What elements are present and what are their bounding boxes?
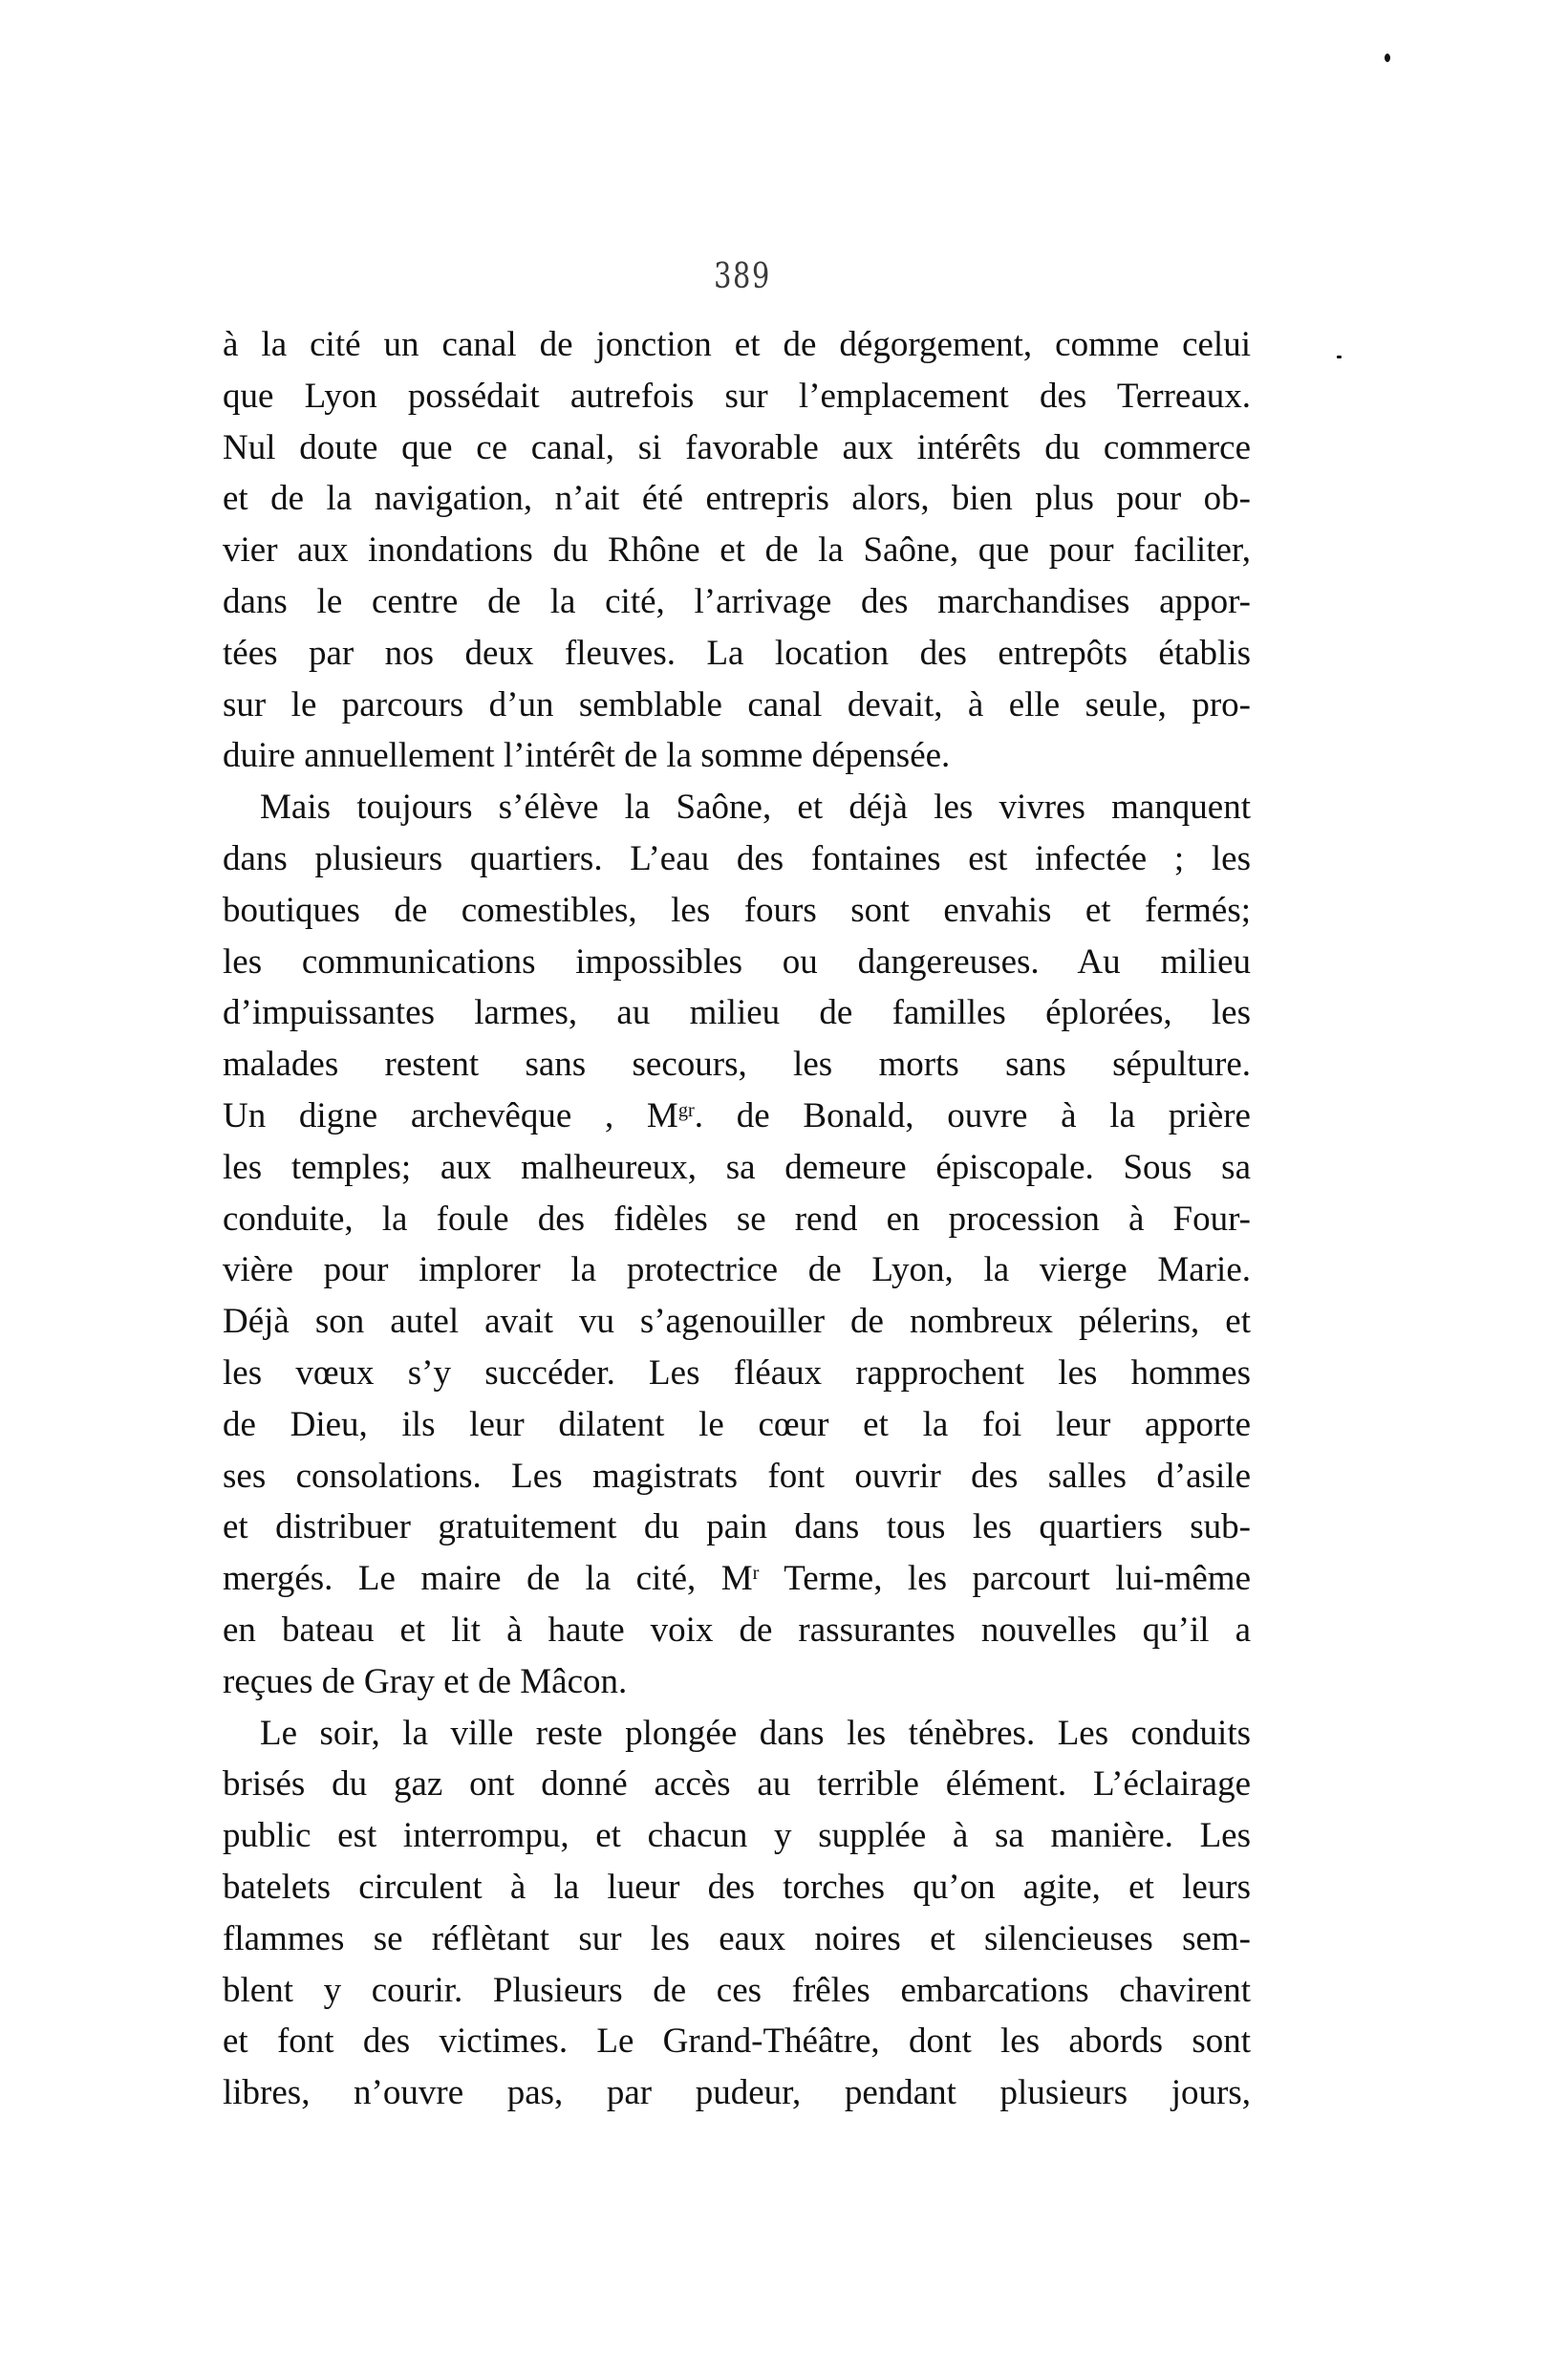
text-line [223,576,1251,628]
text-line [223,680,1251,731]
line-text: d’impuissantes larmes, au milieu de familles éplorées, les [223,993,1251,1033]
text-line [223,1553,1251,1605]
text-line [223,1965,1251,2017]
line-text: les communications impossibles ou dangereuses. Au milieu [223,941,1251,982]
line-text: reçues de Gray et de Mâcon. [223,1661,628,1701]
line-text: libres, n’ouvre pas, par pudeur, pendant plusieurs jours, [223,2073,1251,2113]
text-line [223,987,1251,1039]
line-text: blent y courir. Plusieurs de ces frêles embarcations chavirent [223,1970,1251,2010]
superscript-text: r [752,1562,760,1584]
text-line [223,1502,1251,1553]
line-text: mergés. Le maire de la cité, M [223,1559,753,1599]
text-line [223,2016,1251,2067]
text-line [223,937,1251,988]
line-text: de Dieu, ils leur dilatent le cœur et la foi leur apporte [223,1404,1251,1444]
text-line [223,1708,1251,1760]
line-text: que Lyon possédait autrefois sur l’emplacement des Terreaux. [223,376,1251,416]
line-text: Terme, les parcourt lui-même [759,1559,1251,1599]
scan-speck [1385,54,1390,62]
line-text: vier aux inondations du Rhône et de la Saône, que pour faciliter, [223,530,1251,571]
text-line [223,1605,1251,1656]
line-text: Déjà son autel avait vu s’agenouiller de nombreux pélerins, et [223,1302,1251,1342]
text-line [223,1913,1251,1965]
text-line [223,1656,1251,1708]
line-text: et font des victimes. Le Grand-Théâtre, dont les abords sont [223,2021,1251,2062]
line-text: en bateau et lit à haute voix de rassurantes nouvelles qu’il a [223,1610,1251,1650]
line-text: dans le centre de la cité, l’arrivage des marchandises appor- [223,581,1251,621]
line-text: Nul doute que ce canal, si favorable aux intérêts du commerce [223,427,1251,467]
page-number: 389 [714,257,771,296]
text-line [223,1399,1251,1451]
text-line [223,833,1251,885]
line-text: boutiques de comestibles, les fours sont envahis et fermés; [223,890,1251,930]
scan-speck [1337,356,1342,358]
line-text: . de Bonald, ouvre à la prière [694,1095,1251,1135]
line-text: Mais toujours s’élève la Saône, et déjà les vivres manquent [260,788,1251,828]
line-text: dans plusieurs quartiers. L’eau des fontaines est infectée ; les [223,838,1251,878]
line-text: brisés du gaz ont donné accès au terrible élément. L’éclairage [223,1764,1251,1805]
text-line [223,371,1251,422]
text-line [223,628,1251,680]
text-line [223,885,1251,937]
text-line [223,1244,1251,1296]
line-text: malades restent sans secours, les morts sans sépulture. [223,1045,1251,1085]
line-text: les temples; aux malheureux, sa demeure épiscopale. Sous sa [223,1147,1251,1187]
body-text [223,319,1251,2119]
line-text: vière pour implorer la protectrice de Lyon, la vierge Marie. [223,1250,1251,1290]
text-line [223,525,1251,576]
text-line [223,1142,1251,1194]
line-text: tées par nos deux fleuves. La location des entrepôts établis [223,633,1251,673]
text-line [223,1039,1251,1091]
line-text: Le soir, la ville reste plongée dans les ténèbres. Les conduits [260,1713,1251,1753]
text-line [223,1194,1251,1245]
line-text: et distribuer gratuitement du pain dans tous les quartiers sub- [223,1507,1251,1547]
text-line [223,319,1251,371]
line-text: flammes se réflètant sur les eaux noires et silencieuses sem- [223,1918,1251,1958]
text-line [223,782,1251,833]
line-text: à la cité un canal de jonction et de dégorgement, comme celui [223,325,1251,364]
text-line [223,1451,1251,1502]
text-line [223,1091,1251,1142]
line-text: et de la navigation, n’ait été entrepris alors, bien plus pour ob- [223,479,1251,519]
line-text: sur le parcours d’un semblable canal devait, à elle seule, pro- [223,684,1251,724]
line-text: Un digne archevêque , M [223,1095,678,1135]
superscript-text: gr [677,1099,695,1121]
line-text: les vœux s’y succéder. Les fléaux rapprochent les hommes [223,1352,1251,1393]
text-line [223,473,1251,525]
text-line [223,422,1251,474]
text-line [223,1296,1251,1348]
line-text: public est interrompu, et chacun y supplée à sa manière. Les [223,1816,1251,1856]
line-text: ses consolations. Les magistrats font ouvrir des salles d’asile [223,1456,1251,1496]
line-text: batelets circulent à la lueur des torches qu’on agite, et leurs [223,1867,1251,1907]
text-line [223,1810,1251,1862]
line-text: conduite, la foule des fidèles se rend en procession à Four- [223,1199,1251,1239]
text-line [223,1759,1251,1810]
text-line [223,1862,1251,1913]
text-line [223,1348,1251,1399]
line-text: duire annuellement l’intérêt de la somme dépensée. [223,736,951,776]
text-line [223,730,1251,782]
text-line [223,2067,1251,2119]
